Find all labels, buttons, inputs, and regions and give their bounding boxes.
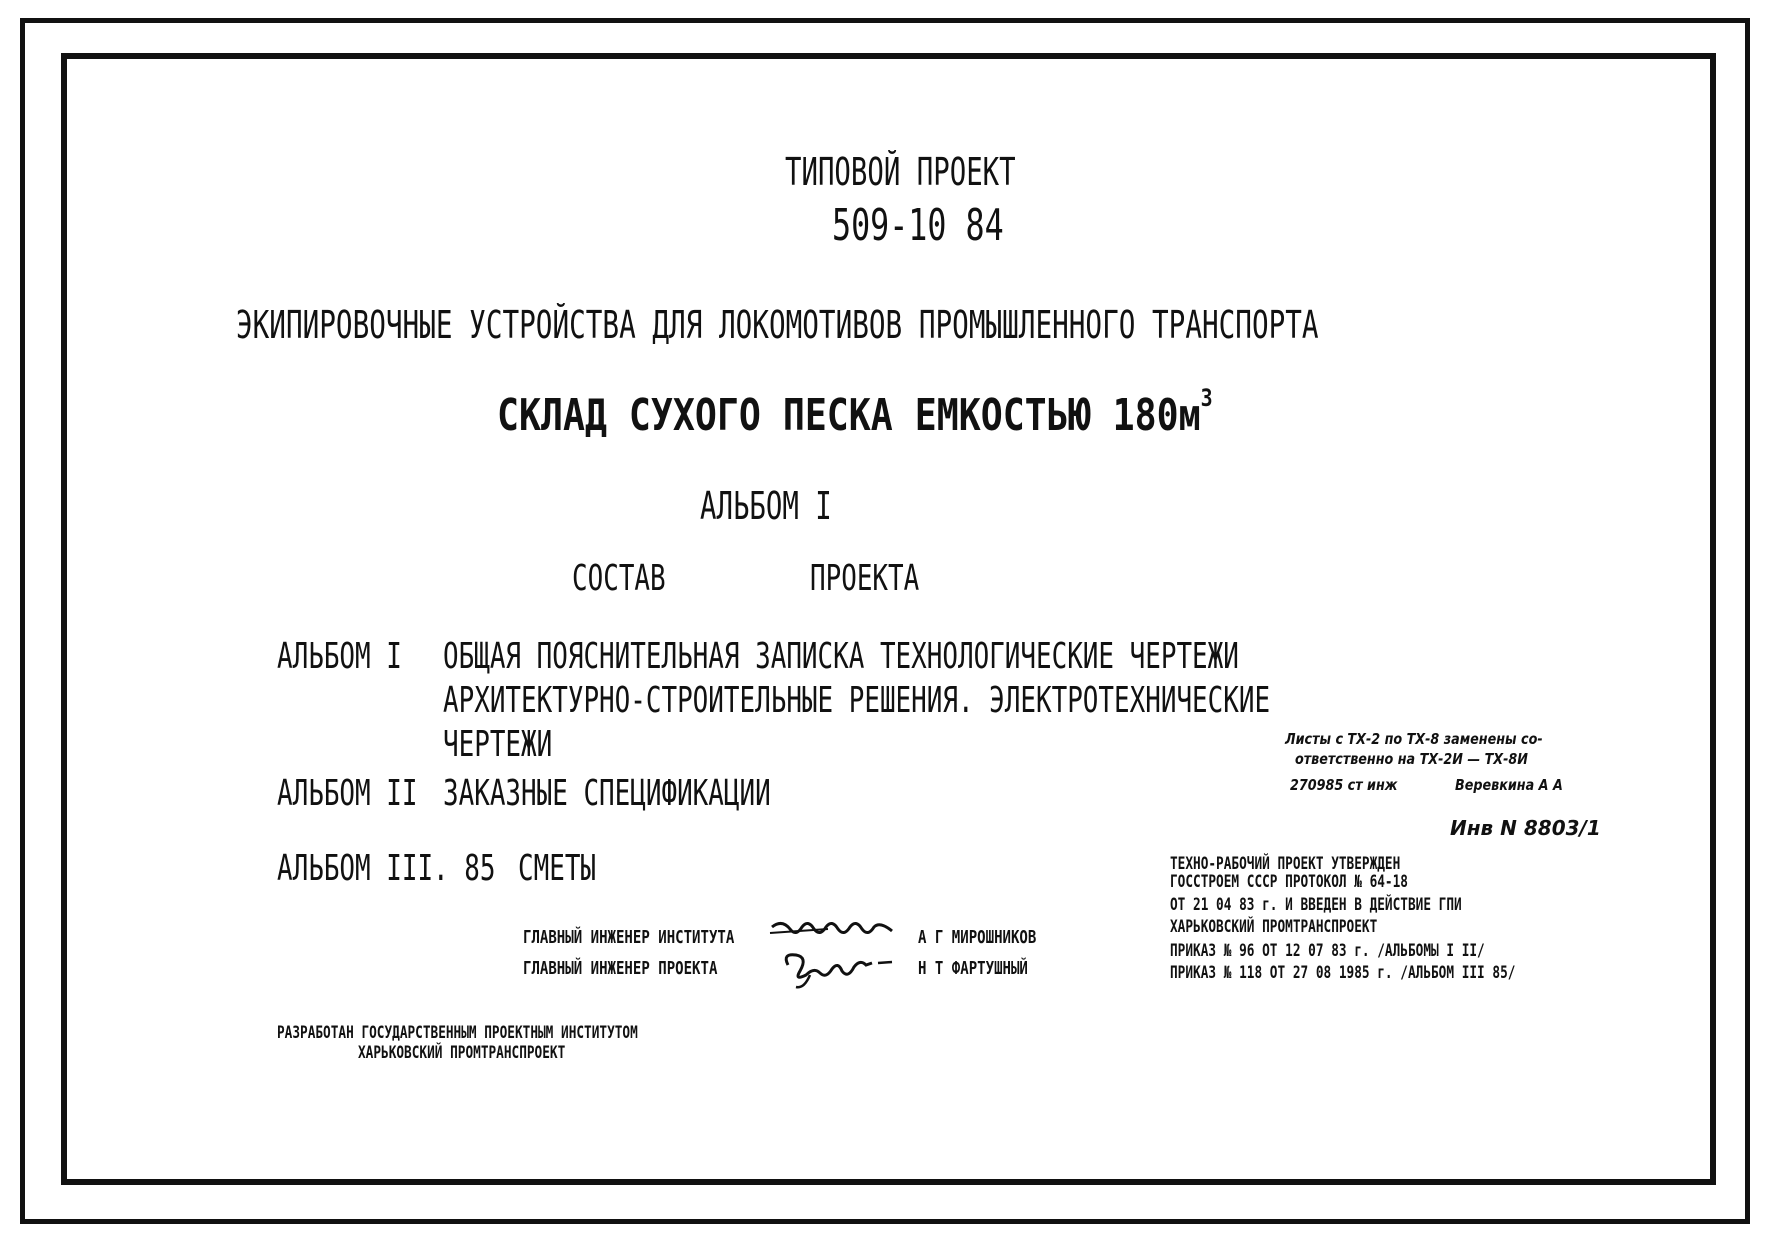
approval-line-6: ПРИКАЗ № 118 ОТ 27 08 1985 г. /АЛЬБОМ III 85/: [1170, 963, 1516, 983]
main-title-text: СКЛАД СУХОГО ПЕСКА ЕМКОСТЬЮ 180м: [497, 390, 1201, 441]
album-heading: АЛЬБОМ I: [700, 484, 832, 528]
contents-heading-left: СОСТАВ: [572, 558, 666, 599]
approval-line-5: ПРИКАЗ № 96 ОТ 12 07 83 г. /АЛЬБОМЫ I II/: [1170, 941, 1485, 961]
revision-note-date: 270985 ст инж: [1290, 776, 1398, 794]
album-2-line-1: ЗАКАЗНЫЕ СПЕЦИФИКАЦИИ: [443, 773, 771, 814]
developer-line-2: ХАРЬКОВСКИЙ ПРОМТРАНСПРОЕКТ: [358, 1043, 566, 1063]
album-1-label: АЛЬБОМ I: [277, 636, 402, 677]
album-3-label: АЛЬБОМ III. 85: [277, 848, 496, 889]
album-2-label: АЛЬБОМ II: [277, 773, 418, 814]
approval-line-1: ТЕХНО-РАБОЧИЙ ПРОЕКТ УТВЕРЖДЕН: [1170, 854, 1401, 874]
project-type-label: ТИПОВОЙ ПРОЕКТ: [785, 150, 1016, 194]
album-1-line-1: ОБЩАЯ ПОЯСНИТЕЛЬНАЯ ЗАПИСКА ТЕХНОЛОГИЧЕСКИЕ ЧЕРТЕЖИ: [443, 636, 1239, 677]
project-number: 509-10 84: [832, 200, 1004, 251]
contents-heading-right: ПРОЕКТА: [810, 558, 920, 599]
main-title-superscript: 3: [1200, 384, 1213, 413]
signature-name-1: А Г МИРОШНИКОВ: [918, 927, 1037, 948]
revision-note-name: Веревкина А А: [1455, 776, 1563, 794]
album-3-line-1: СМЕТЫ: [518, 848, 597, 889]
revision-note-line-1: Листы с ТХ-2 по ТХ-8 заменены со-: [1285, 730, 1543, 748]
signature-role-1: ГЛАВНЫЙ ИНЖЕНЕР ИНСТИТУТА: [523, 927, 735, 948]
signature-name-2: Н Т ФАРТУШНЫЙ: [918, 958, 1028, 979]
inventory-number: Инв N 8803/1: [1450, 816, 1601, 840]
approval-line-2: ГОССТРОЕМ СССР ПРОТОКОЛ № 64-18: [1170, 872, 1408, 892]
approval-line-4: ХАРЬКОВСКИЙ ПРОМТРАНСПРОЕКТ: [1170, 917, 1378, 937]
developer-line-1: РАЗРАБОТАН ГОСУДАРСТВЕННЫМ ПРОЕКТНЫМ ИНСТИТУТОМ: [277, 1023, 638, 1043]
signature-role-2: ГЛАВНЫЙ ИНЖЕНЕР ПРОЕКТА: [523, 958, 718, 979]
signature-scribble-1-icon: [768, 915, 898, 949]
signature-scribble-2-icon: [780, 945, 900, 993]
album-1-line-3: ЧЕРТЕЖИ: [443, 724, 553, 765]
approval-line-3: ОТ 21 04 83 г. И ВВЕДЕН В ДЕЙСТВИЕ ГПИ: [1170, 895, 1462, 915]
project-subject: ЭКИПИРОВОЧНЫЕ УСТРОЙСТВА ДЛЯ ЛОКОМОТИВОВ ПРОМЫШЛЕННОГО ТРАНСПОРТА: [236, 303, 1319, 347]
revision-note-line-2: ответственно на ТХ-2И — ТХ-8И: [1295, 750, 1528, 768]
main-title: [497, 384, 1213, 441]
album-1-line-2: АРХИТЕКТУРНО-СТРОИТЕЛЬНЫЕ РЕШЕНИЯ. ЭЛЕКТРОТЕХНИЧЕСКИЕ: [443, 680, 1271, 721]
